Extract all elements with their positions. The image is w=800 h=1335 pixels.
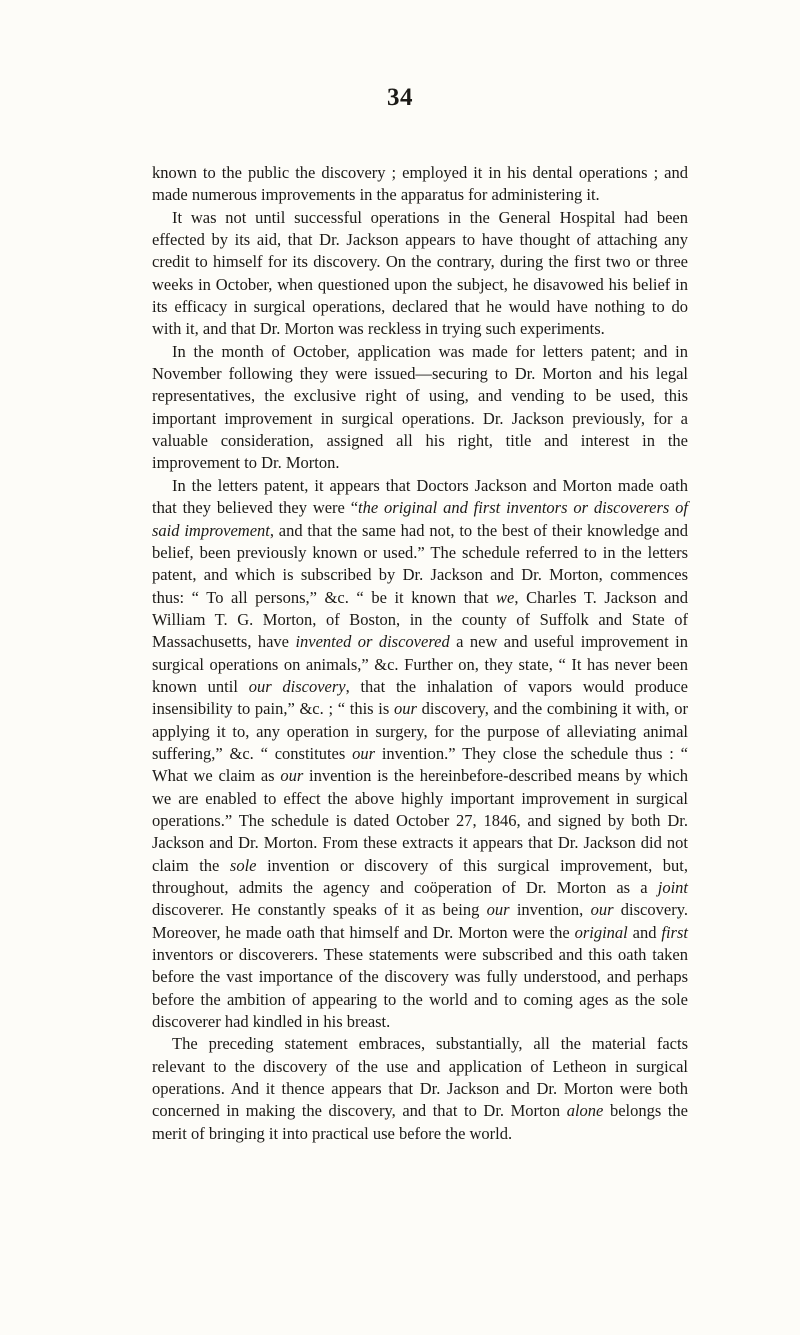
italic-text: alone (566, 1101, 604, 1121)
text-run: invention or discovery of this surgical improvement, but, throughout, admits the agency and coöperation of Dr. Morton as a (152, 855, 688, 897)
text-run: and (627, 922, 662, 942)
page-number: 34 (387, 84, 413, 111)
italic-text: sole (229, 855, 257, 875)
text-run: inventors or discoverers. These statements were subscribed and this oath taken before the vast importance of the discovery was fully understood, and perhaps before the ambition of appearing to the world and to coming ages as the sole discoverer had kindled in his breast. (152, 945, 688, 1032)
paragraph (152, 162, 688, 207)
italic-text: first (661, 922, 688, 942)
text-run: invention.” They close the schedule thus : “ What we claim as (152, 743, 688, 786)
paragraph (152, 1033, 688, 1145)
italic-text: our (394, 699, 417, 719)
italic-text: our (280, 766, 304, 786)
paragraph (152, 475, 688, 1034)
text-run: discoverer. He constantly speaks of it as being (152, 900, 487, 920)
italic-text: invented or discovered (295, 632, 450, 652)
italic-text: our (486, 900, 510, 920)
italic-text: our discovery (248, 676, 346, 696)
italic-text: joint (657, 878, 688, 897)
text-run: discovery. Moreover, he made oath that himself and Dr. Morton were the (152, 900, 689, 942)
text-run: , that the inhalation of vapors would produce insensibility to pain,” &c. ; “ this is (152, 676, 688, 719)
italic-text: our (590, 900, 614, 920)
body-text (152, 162, 688, 1145)
italic-text: we (496, 587, 515, 607)
text-run: belongs the merit of bringing it into practical use before the world. (152, 1101, 688, 1143)
text-run: , and that the same had not, to the best of their knowledge and belief, been previously known or used.” The schedule referred to in the letters patent, and which is subscribed by Dr. Jackson and Dr. Morton, commences thus: “ To all persons,” &c. “ be it known that (152, 520, 688, 607)
italic-text: our (352, 743, 376, 763)
paragraph (152, 341, 688, 475)
text-run: known to the public the discovery ; employed it in his dental operations ; and made numerous improvements in the apparatus for administering it. (152, 163, 688, 205)
italic-text: original (574, 922, 628, 942)
text-run: discovery, and the combining it with, or applying it to, any operation in surgery, for the purpose of alleviating animal suffering,” &c. “ constitutes (152, 699, 688, 763)
text-run: In the month of October, application was made for letters patent; and in November following they were issued—securing to Dr. Morton and his legal representatives, the exclusive right of using, and vending to be used, this important improvement in surgical operations. Dr. Jackson previously, for a valuable consideration, assigned all his right, title and interest in the improvement to Dr. Morton. (152, 341, 688, 473)
text-run: , Charles T. Jackson and William T. G. Morton, of Boston, in the county of Suffolk and State of Massachusetts, have (152, 587, 688, 652)
text-run: It was not until successful operations in the General Hospital had been effected by its aid, that Dr. Jackson appears to have thought of attaching any credit to himself for its discovery. On the contrary, during the first two or three weeks in October, when questioned upon the subject, he disavowed his belief in its efficacy in surgical operations, declared that he would have nothing to do with it, and that Dr. Morton was reckless in trying such experiments. (152, 207, 688, 339)
paragraph (152, 207, 688, 341)
text-run: In the letters patent, it appears that Doctors Jackson and Morton made oath that they believed they were “ (152, 475, 688, 518)
text-run: invention is the hereinbefore-described means by which we are enabled to effect the above highly important improvement in surgical operations.” The schedule is dated October 27, 1846, and signed by both Dr. Jackson and Dr. Morton. From these extracts it appears that Dr. Jackson did not claim the (152, 766, 688, 875)
text-run: invention, (509, 900, 591, 920)
text-run: a new and useful improvement in surgical operations on animals,” &c. Further on, they state, “ It has never been known until (152, 632, 688, 696)
text-run: The preceding statement embraces, substantially, all the material facts relevant to the discovery of the use and application of Letheon in surgical operations. And it thence appears that Dr. Jackson and Dr. Morton were both concerned in making the discovery, and that to Dr. Morton (152, 1034, 688, 1121)
italic-text: the original and first inventors or discoverers of said improvement (152, 498, 688, 540)
